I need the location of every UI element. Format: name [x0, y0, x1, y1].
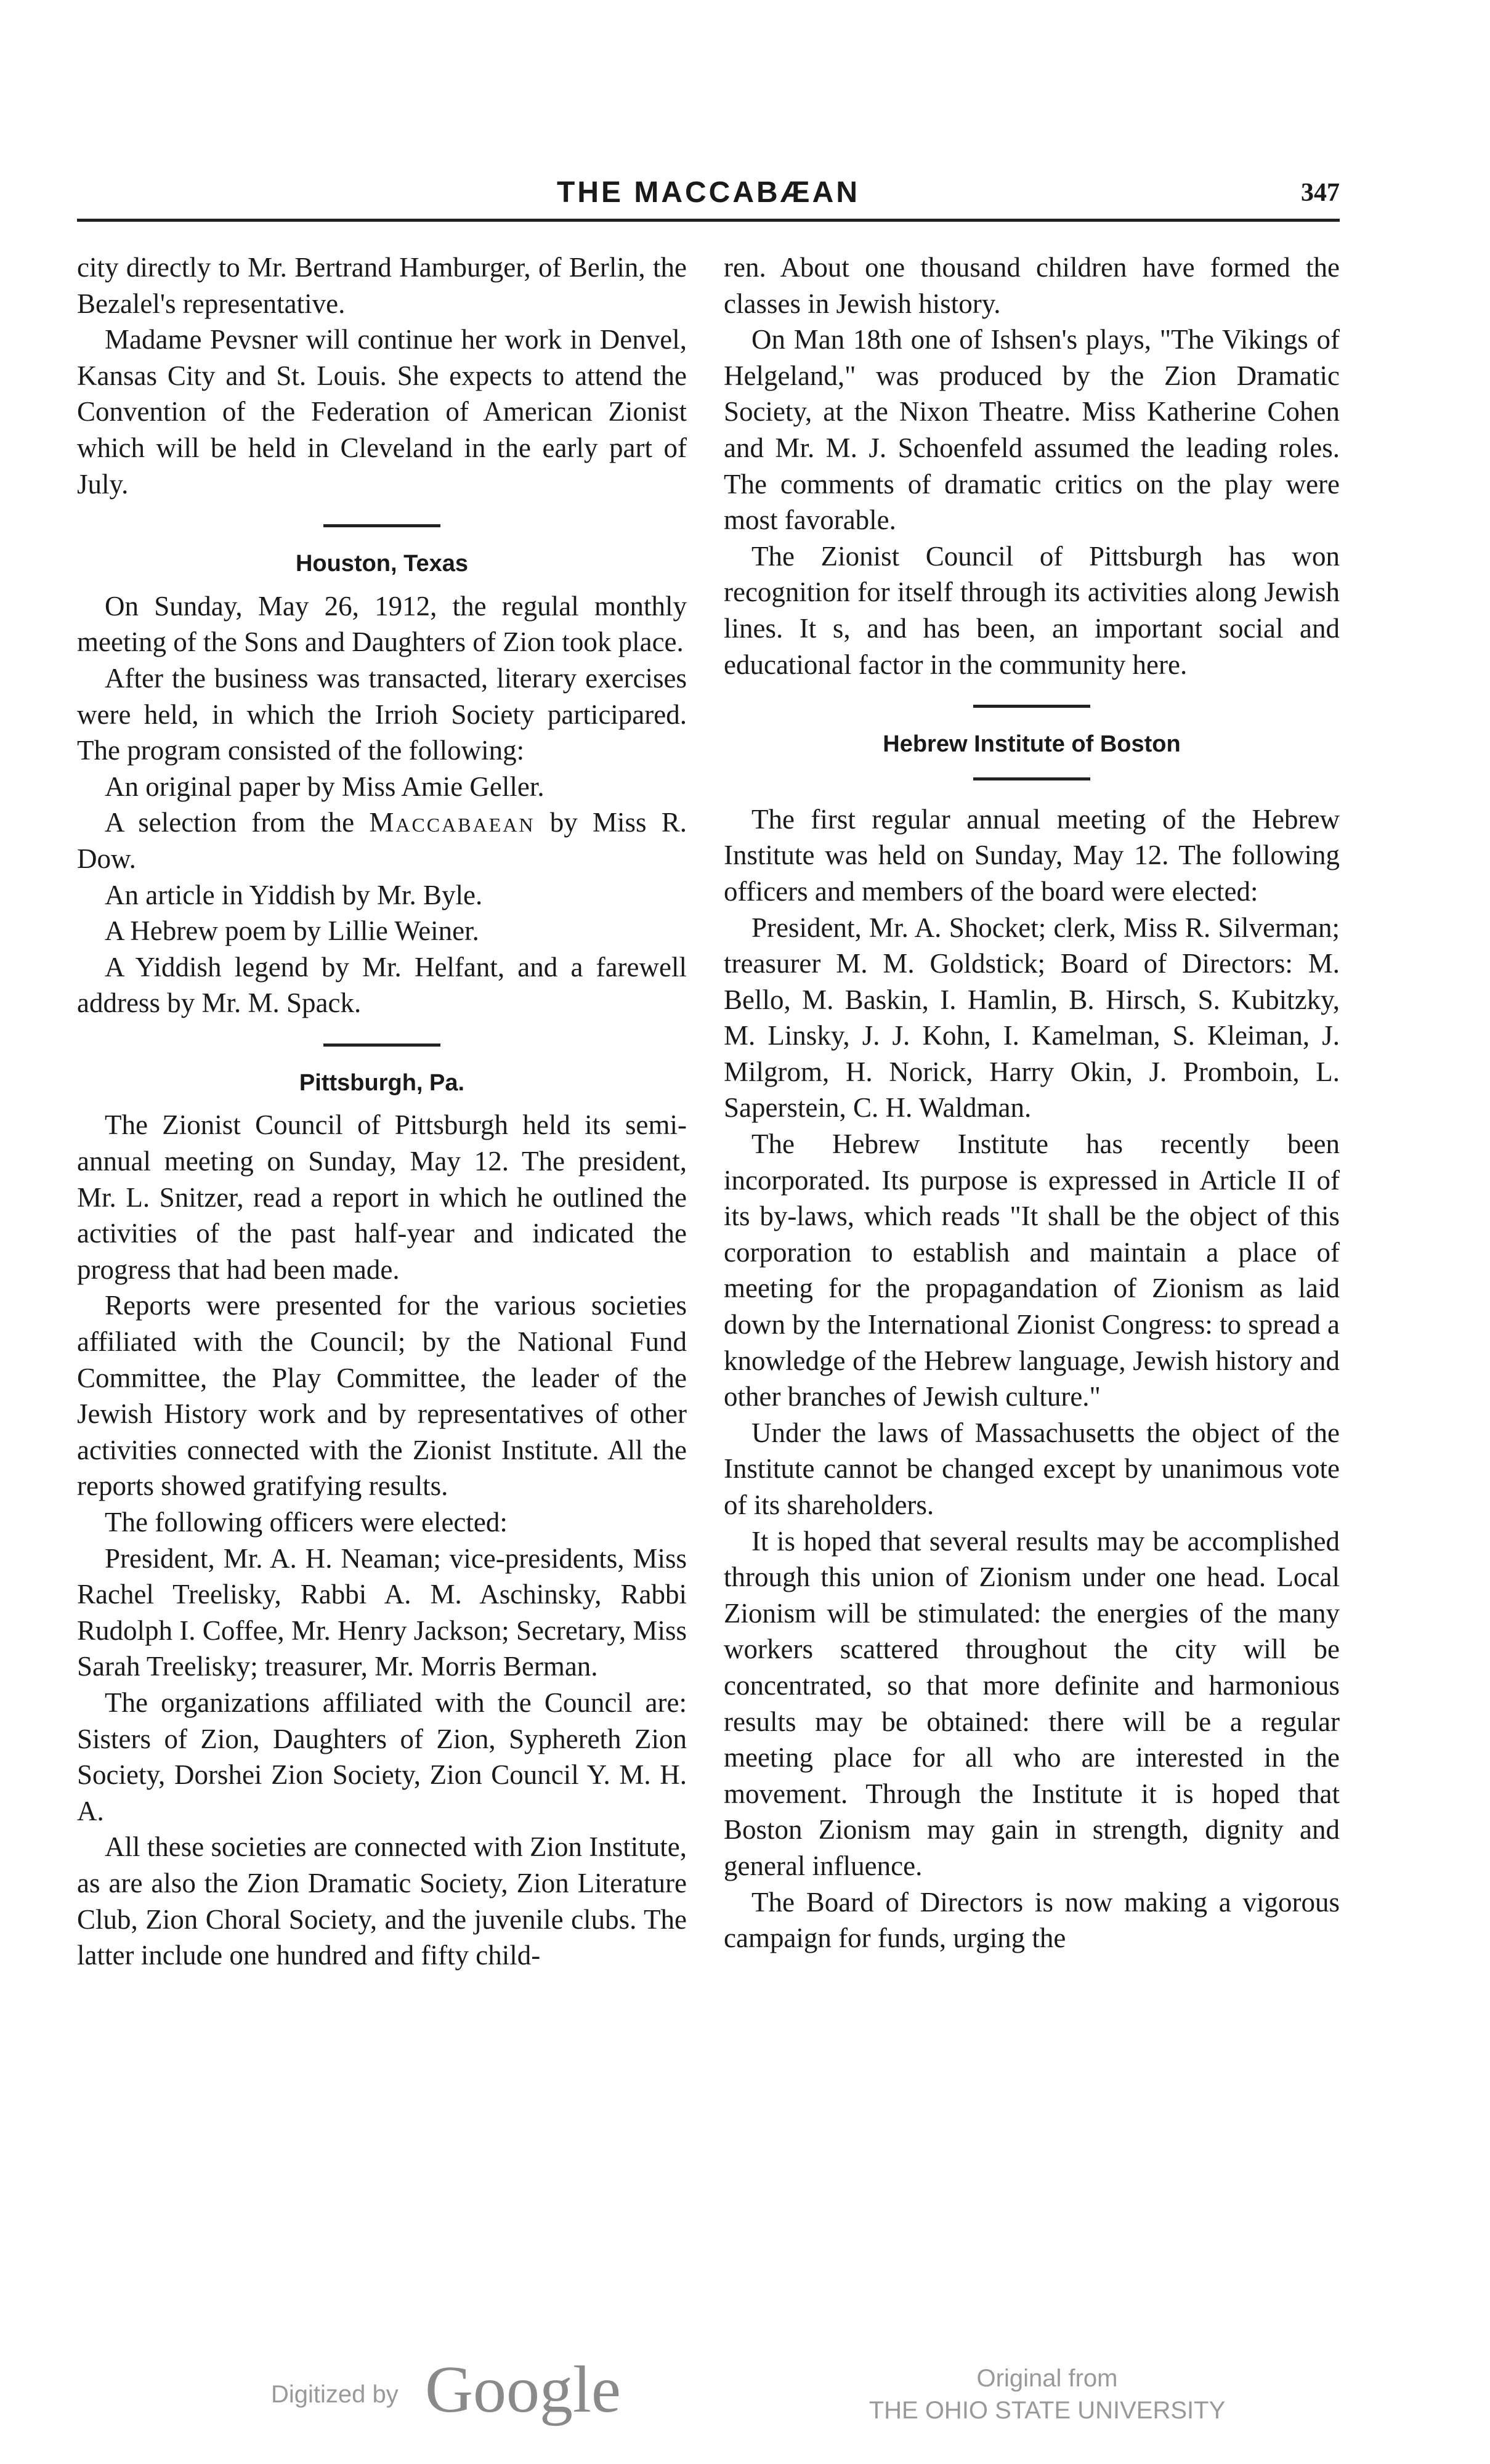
paragraph: It is hoped that several results may be accomplished through this union of Zionism under one head. Local Zionism will be stimulated: the energies of the many workers scattered throughout the city will be concentrated, so that more definite and harmonious results may be obtained: there will be a regular meeting place for all who are interested in the movement. Through the Institute it is hoped that Boston Zionism may gain in strength, dignity and general influence. [724, 1525, 1340, 1881]
magazine-name: Maccabaean [369, 807, 535, 838]
running-title: THE MACCABÆAN [557, 176, 860, 209]
page-header [77, 176, 1340, 225]
program-item: An article in Yiddish by Mr. Byle. [105, 879, 483, 910]
section-heading-boston: Hebrew Institute of Boston [883, 731, 1181, 758]
header-rule [77, 219, 1340, 222]
section-heading-pittsburgh: Pittsburgh, Pa. [299, 1069, 465, 1096]
paragraph: After the business was transacted, literary exercises were held, in which the Irrioh Society participared. The program consisted of the following: [77, 662, 687, 766]
paragraph: Reports were presented for the various societies affiliated with the Council; by the National Fund Committee, the Play Committee, the leader of the Jewish History work and by representatives of other activities connected with the Zionist Institute. All the reports showed gratifying results. [77, 1290, 687, 1502]
paragraph: The organizations affiliated with the Council are: Sisters of Zion, Daughters of Zion, Syphereth Zion Society, Dorshei Zion Society, Zion Council Y. M. H. A. [77, 1687, 687, 1826]
paragraph: The Hebrew Institute has recently been incorporated. Its purpose is expressed in Article II of its by-laws, which reads "It shall be the object of this corporation to establish and maintain a place of meeting for the propagandation of Zionism as laid down by the International Zionist Congress: to spread a knowledge of the Hebrew language, Jewish history and other branches of Jewish culture." [724, 1129, 1340, 1412]
paragraph: The Zionist Council of Pittsburgh held its semi-annual meeting on Sunday, May 12. The president, Mr. L. Snitzer, read a report in which he outlined the activities of the past half-year and indicated the progress that had been made. [77, 1109, 687, 1285]
paragraph: The Board of Directors is now making a vigorous campaign for funds, urging the [724, 1886, 1340, 1954]
program-item [77, 804, 687, 877]
program-item-text: A selection from the [105, 807, 370, 838]
paragraph: The first regular annual meeting of the Hebrew Institute was held on Sunday, May 12. The following officers and members of the board were elected: [724, 803, 1340, 907]
paragraph: On Man 18th one of Ishsen's plays, "The Vikings of Helgeland," was produced by the Zion Dramatic Society, at the Nixon Theatre. Miss Katherine Cohen and Mr. M. J. Schoenfeld assumed the leading roles. The comments of dramatic critics on the play were most favorable. [724, 324, 1340, 536]
section-divider [973, 777, 1090, 780]
paragraph: President, Mr. A. Shocket; clerk, Miss R. Silverman; treasurer M. M. Goldstick; Board of Directors: M. Bello, M. Baskin, I. Hamlin, B. Hirsch, S. Kubitzky, M. Linsky, J. J. Kohn, I. Kamelman, S. Kleiman, J. Milgrom, H. Norick, Harry Okin, J. Promboin, L. Saperstein, C. H. Waldman. [724, 912, 1340, 1124]
paragraph: Under the laws of Massachusetts the object of the Institute cannot be changed except by unanimous vote of its shareholders. [724, 1417, 1340, 1520]
paragraph: Madame Pevsner will continue her work in Denvel, Kansas City and St. Louis. She expects to attend the Convention of the Federation of American Zionist which will be held in Cleveland in the early part of July. [77, 324, 687, 500]
source-attribution [850, 2362, 1244, 2426]
original-from-label: Original from [976, 2365, 1118, 2392]
section-divider [323, 524, 440, 527]
program-item: A Hebrew poem by Lillie Weiner. [105, 915, 479, 947]
paragraph: All these societies are connected with Zion Institute, as are also the Zion Dramatic Society, Zion Literature Club, Zion Choral Society, and the juvenile clubs. The latter include one hundred and fifty child- [77, 1831, 687, 1971]
program-item-text: by Miss R. Dow. [77, 807, 687, 874]
paragraph: The Zionist Council of Pittsburgh has won recognition for itself through its activities along Jewish lines. It s, and has been, an important social and educational factor in the community here. [724, 540, 1340, 680]
section-heading-houston: Houston, Texas [295, 551, 469, 577]
section-divider [973, 705, 1090, 708]
paragraph: ren. About one thousand children have formed the classes in Jewish history. [724, 252, 1340, 319]
paragraph: city directly to Mr. Bertrand Hamburger, of Berlin, the Bezalel's representative. [77, 252, 687, 319]
program-item: A Yiddish legend by Mr. Helfant, and a farewell address by Mr. M. Spack. [77, 951, 687, 1019]
program-item: An original paper by Miss Amie Geller. [105, 771, 545, 802]
paragraph: The following officers were elected: [105, 1507, 508, 1538]
google-logo: Google [425, 2353, 621, 2426]
university-name: THE OHIO STATE UNIVERSITY [868, 2397, 1226, 2424]
left-column [77, 249, 687, 1974]
page-number: 347 [1301, 179, 1340, 207]
paragraph: On Sunday, May 26, 1912, the regulal monthly meeting of the Sons and Daughters of Zion took place. [77, 590, 687, 658]
section-divider [323, 1044, 440, 1047]
digitized-by-label: Digitized by [271, 2381, 399, 2408]
paragraph: President, Mr. A. H. Neaman; vice-presidents, Miss Rachel Treelisky, Rabbi A. M. Aschinsky, Rabbi Rudolph I. Coffee, Mr. Henry Jackson; Secretary, Miss Sarah Treelisky; treasurer, Mr. Morris Berman. [77, 1542, 687, 1682]
right-column [724, 249, 1340, 1956]
